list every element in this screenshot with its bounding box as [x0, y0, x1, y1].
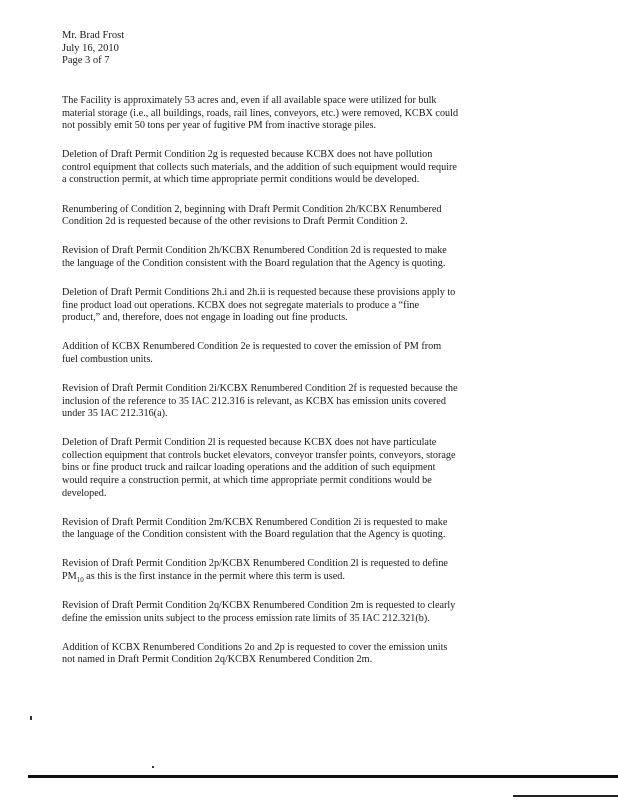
text-line: Revision of Draft Permit Condition 2q/KCBX Renumbered Condition 2m is requested to clearly	[62, 600, 456, 612]
pm-term: PM	[62, 570, 77, 582]
letter-header	[62, 30, 124, 68]
text-line: material storage (i.e., all buildings, roads, rail lines, conveyors, etc.) were removed, KCBX could	[62, 107, 459, 119]
text-line: Condition 2d is requested because of the other revisions to Draft Permit Condition 2.	[62, 216, 408, 228]
letter-date: July 16, 2010	[62, 42, 119, 54]
text-line: fine product load out operations. KCBX does not segregate materials to produce a “fine	[62, 299, 420, 311]
paragraph-addition-2o-2p	[62, 642, 562, 667]
text-line-rest: as this is the first instance in the permit where this term is used.	[86, 570, 345, 582]
text-line: the language of the Condition consistent with the Board regulation that the Agency is quoting.	[62, 257, 446, 269]
text-line: The Facility is approximately 53 acres and, even if all available space were utilized for bulk	[62, 95, 437, 106]
text-line: inclusion of the reference to 35 IAC 212.316 is relevant, as KCBX has emission units covered	[62, 395, 446, 407]
text-line: define the emission units subject to the process emission rate limits of 35 IAC 212.321(b).	[62, 612, 430, 624]
page-bottom-rule	[28, 775, 618, 778]
text-line: would require a construction permit, at which time appropriate permit conditions would be	[62, 474, 432, 486]
paragraph-deletion-2l	[62, 437, 562, 500]
scan-speck	[30, 716, 32, 720]
text-line: Revision of Draft Permit Condition 2h/KCBX Renumbered Condition 2d is requested to make	[62, 245, 447, 257]
text-line: Addition of KCBX Renumbered Conditions 2o and 2p is requested to cover the emission units	[62, 641, 448, 653]
paragraph-facility-size	[62, 95, 562, 133]
text-line: under 35 IAC 212.316(a).	[62, 408, 168, 420]
text-line: bins or fine product truck and railcar loading operations and the addition of such equipment	[62, 462, 436, 474]
text-line-pm10	[62, 571, 562, 584]
paragraph-revision-2i	[62, 383, 562, 421]
paragraph-deletion-2hi-2hii	[62, 287, 562, 325]
page-corner-mark	[513, 795, 618, 797]
recipient-name: Mr. Brad Frost	[62, 30, 125, 41]
text-line: not possibly emit 50 tons per year of fugitive PM from inactive storage piles.	[62, 120, 377, 132]
pm-subscript: 10	[76, 575, 84, 584]
paragraph-deletion-2g	[62, 149, 562, 187]
text-line: developed.	[62, 487, 107, 499]
paragraph-revision-2p	[62, 558, 562, 583]
text-line: Revision of Draft Permit Condition 2m/KCBX Renumbered Condition 2i is requested to make	[62, 516, 448, 528]
text-line: collection equipment that controls bucket elevators, conveyor transfer points, conveyors, storage	[62, 449, 456, 461]
scan-speck	[152, 766, 154, 768]
text-line: Deletion of Draft Permit Condition 2g is requested because KCBX does not have pollution	[62, 149, 433, 161]
text-line: Revision of Draft Permit Condition 2p/KCBX Renumbered Condition 2l is requested to define	[62, 558, 448, 570]
text-line: product,” and, therefore, does not engage in loading out fine products.	[62, 312, 348, 324]
letter-body	[62, 95, 562, 683]
text-line: Revision of Draft Permit Condition 2i/KCBX Renumbered Condition 2f is requested because the	[62, 382, 458, 394]
text-line: Addition of KCBX Renumbered Condition 2e is requested to cover the emission of PM from	[62, 341, 442, 353]
text-line: fuel combustion units.	[62, 353, 153, 365]
text-line: control equipment that collects such materials, and the addition of such equipment would require	[62, 161, 457, 173]
paragraph-revision-2h	[62, 245, 562, 270]
text-line: Renumbering of Condition 2, beginning with Draft Permit Condition 2h/KCBX Renumbered	[62, 203, 442, 215]
text-line: the language of the Condition consistent with the Board regulation that the Agency is quoting.	[62, 529, 446, 541]
paragraph-revision-2q	[62, 600, 562, 625]
text-line: Deletion of Draft Permit Conditions 2h.i and 2h.ii is requested because these provisions apply to	[62, 286, 456, 298]
text-line: not named in Draft Permit Condition 2q/KCBX Renumbered Condition 2m.	[62, 654, 373, 666]
text-line: a construction permit, at which time appropriate permit conditions would be developed.	[62, 174, 420, 186]
paragraph-revision-2m	[62, 517, 562, 542]
paragraph-renumbering	[62, 204, 562, 229]
page-number: Page 3 of 7	[62, 55, 110, 66]
text-line: Deletion of Draft Permit Condition 2l is requested because KCBX does not have particulate	[62, 437, 437, 449]
paragraph-addition-2e	[62, 341, 562, 366]
